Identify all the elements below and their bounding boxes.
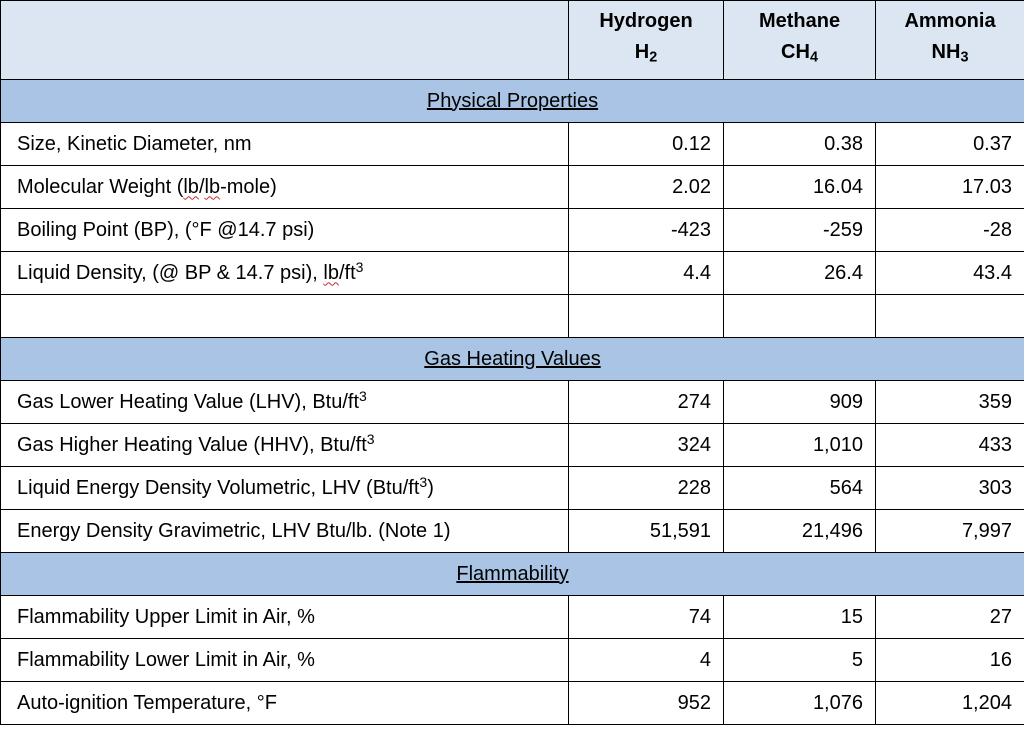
methane-value: 16.04 xyxy=(724,166,876,209)
section-title: Physical Properties xyxy=(1,80,1024,123)
ammonia-value: 0.37 xyxy=(876,123,1024,166)
column-name: Methane xyxy=(758,10,841,33)
hydrogen-value: 324 xyxy=(569,424,724,467)
ammonia-value: 7,997 xyxy=(876,510,1024,553)
header-hydrogen xyxy=(569,1,724,80)
spellcheck-word: lb xyxy=(183,175,199,198)
row-label: Liquid Energy Density Volumetric, LHV $(Btu/ft^3)$ xyxy=(1,467,569,510)
table-row xyxy=(1,596,1024,639)
methane-value: -259 xyxy=(724,209,876,252)
row-label: Liquid Density, (@ BP & 14.7 psi), $lb/ft^3$ xyxy=(1,252,569,295)
header-row xyxy=(1,1,1024,80)
ammonia-value: 303 xyxy=(876,467,1024,510)
ammonia-value: 1,204 xyxy=(876,682,1024,725)
ammonia-value: 359 xyxy=(876,381,1024,424)
methane-value: 5 xyxy=(724,639,876,682)
empty-cell xyxy=(1,295,569,338)
column-name: Ammonia xyxy=(904,10,996,33)
methane-value: 21,496 xyxy=(724,510,876,553)
table-row xyxy=(1,424,1024,467)
empty-cell xyxy=(724,295,876,338)
column-formula: $CH_4$ xyxy=(781,41,818,66)
row-label: Size, Kinetic Diameter, nm xyxy=(1,123,569,166)
ammonia-value: 433 xyxy=(876,424,1024,467)
section-flammability xyxy=(1,553,1024,596)
spellcheck-word: lb xyxy=(323,261,339,284)
hydrogen-value: -423 xyxy=(569,209,724,252)
spellcheck-word: lb xyxy=(204,175,221,198)
header-methane xyxy=(724,1,876,80)
hydrogen-value: 2.02 xyxy=(569,166,724,209)
ammonia-value: 16 xyxy=(876,639,1024,682)
methane-value: 15 xyxy=(724,596,876,639)
row-label: Gas Lower Heating Value (LHV), Btu/$ft^3$ xyxy=(1,381,569,424)
hydrogen-value: 4 xyxy=(569,639,724,682)
table-row xyxy=(1,682,1024,725)
section-physical-properties xyxy=(1,80,1024,123)
table-row xyxy=(1,381,1024,424)
hydrogen-value: 0.12 xyxy=(569,123,724,166)
hydrogen-value: 952 xyxy=(569,682,724,725)
ammonia-value: 43.4 xyxy=(876,252,1024,295)
table-row xyxy=(1,510,1024,553)
row-label: Auto-ignition Temperature, °F xyxy=(1,682,569,725)
table-row xyxy=(1,123,1024,166)
methane-value: 0.38 xyxy=(724,123,876,166)
column-formula: $H_2$ xyxy=(634,41,658,66)
section-title: Flammability xyxy=(1,553,1024,596)
hydrogen-value: 274 xyxy=(569,381,724,424)
ammonia-value: 17.03 xyxy=(876,166,1024,209)
methane-value: 1,076 xyxy=(724,682,876,725)
hydrogen-value: 74 xyxy=(569,596,724,639)
methane-value: 564 xyxy=(724,467,876,510)
header-ammonia xyxy=(876,1,1024,80)
column-formula: $NH_3$ xyxy=(931,41,969,66)
header-blank-cell xyxy=(1,1,569,80)
hydrogen-value: 4.4 xyxy=(569,252,724,295)
hydrogen-value: 228 xyxy=(569,467,724,510)
row-label: Flammability Lower Limit in Air, % xyxy=(1,639,569,682)
empty-cell xyxy=(569,295,724,338)
ammonia-value: 27 xyxy=(876,596,1024,639)
row-label: Gas Higher Heating Value (HHV), Btu/$ft^3$ xyxy=(1,424,569,467)
row-label: Molecular Weight (lb/lb-mole) xyxy=(1,166,569,209)
table-row xyxy=(1,166,1024,209)
table-row xyxy=(1,467,1024,510)
methane-value: 909 xyxy=(724,381,876,424)
methane-value: 26.4 xyxy=(724,252,876,295)
table-row xyxy=(1,639,1024,682)
section-title: Gas Heating Values xyxy=(1,338,1024,381)
row-label: Energy Density Gravimetric, LHV Btu/lb. (Note 1) xyxy=(1,510,569,553)
hydrogen-value: 51,591 xyxy=(569,510,724,553)
column-name: Hydrogen xyxy=(599,10,693,33)
methane-value: 1,010 xyxy=(724,424,876,467)
row-label: Boiling Point (BP), (°F @14.7 psi) xyxy=(1,209,569,252)
table-row xyxy=(1,209,1024,252)
table-row xyxy=(1,252,1024,295)
row-label: Flammability Upper Limit in Air, % xyxy=(1,596,569,639)
section-gas-heating-values xyxy=(1,338,1024,381)
empty-cell xyxy=(876,295,1024,338)
ammonia-value: -28 xyxy=(876,209,1024,252)
empty-row xyxy=(1,295,1024,338)
